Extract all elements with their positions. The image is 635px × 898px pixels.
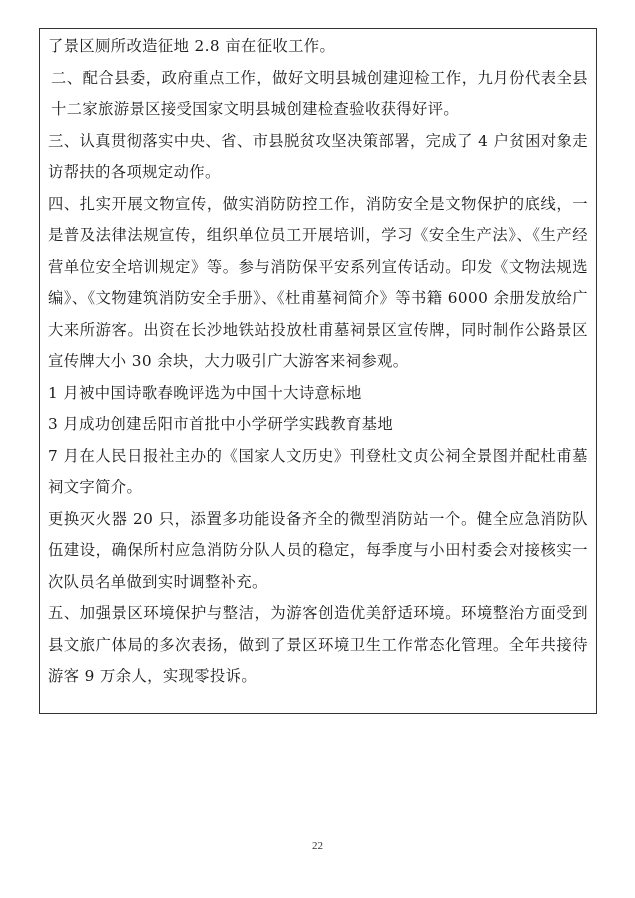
paragraph-study-base: 3 月成功创建岳阳市首批中小学研学实践教育基地 [48,415,394,433]
paragraph-land-acquisition: 了景区厕所改造征地 2.8 亩在征收工作。 [48,37,336,55]
paragraph-poverty-alleviation: 三、认真贯彻落实中央、省、市县脱贫攻坚决策部署，完成了 4 户贫困对象走访帮扶的各项规定动作。 [48,131,588,181]
paragraph-poetry-landmark: 1 月被中国诗歌春晚评选为中国十大诗意标地 [48,383,362,402]
document-table-cell [39,28,597,714]
paragraph-peoples-daily: 7 月在人民日报社主办的《国家人文历史》刊登杜文贞公祠全景图并配杜甫墓祠文字简介。 [48,446,588,496]
paragraph-heritage-fire-safety: 四、扎实开展文物宣传，做实消防防控工作，消防安全是文物保护的底线，一是普及法律法规宣传，组织单位员工开展培训，学习《安全生产法》、《生产经营单位安全培训规定》等。参与消防保平安系列宣传话动。印发《文物法规选编》、《文物建筑消防安全手册》、《杜甫墓祠简介》等书籍 6000 余册发放给广大来所游客。出资在长沙地铁站投放杜甫墓祠景区宣传牌，同时制作公路景区宣传牌大小 30 余块，大力吸引广大游客来祠参观。 [48,194,588,370]
paragraph-fire-equipment: 更换灭火器 20 只，添置多功能设备齐全的微型消防站一个。健全应急消防队伍建设，确保所村应急消防分队人员的稳定，每季度与小田村委会对接核实一次队员名单做到实时调整补充。 [48,509,588,591]
paragraph-civilization-city: 二、配合县委，政府重点工作，做好文明县城创建迎检工作，九月份代表全县十二家旅游景区接受国家文明县城创建检查验收获得好评。 [51,68,588,118]
page-number: 22 [312,840,323,852]
paragraph-environment: 五、加强景区环境保护与整洁，为游客创造优美舒适环境。环境整治方面受到县文旅广体局的多次表扬，做到了景区环境卫生工作常态化管理。全年共接待游客 9 万余人，实现零投诉。 [48,604,588,685]
